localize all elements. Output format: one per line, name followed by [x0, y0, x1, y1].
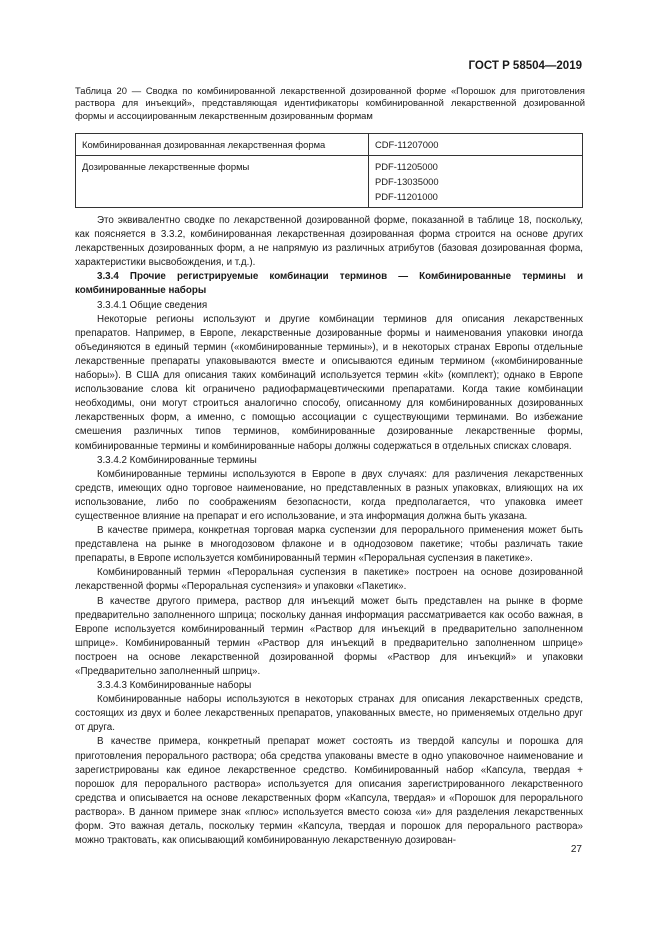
paragraph: Комбинированные термины используются в Европе в двух случаях: для различения лекарственных средств, имеющих одно торговое наименование, но представленных в разных упаковках, влияющих на их использование, либо по соображениям безопасности, когда предполагается, что упаковка имеет существенное влияние на препарат и его использование, и эта информация должна быть указана.	[75, 468, 583, 522]
table-cell-label: Комбинированная дозированная лекарственная форма	[76, 134, 369, 156]
section-heading: 3.3.4 Прочие регистрируемые комбинации терминов — Комбинированные термины и комбинированные наборы	[75, 271, 583, 297]
subsection-heading: 3.3.4.2 Комбинированные термины	[97, 454, 257, 466]
table-row	[76, 156, 583, 208]
paragraph: Это эквивалентно сводке по лекарственной дозированной форме, показанной в таблице 18, поскольку, как поясняется в 3.3.2, комбинированная лекарственная дозированная форма строится на основе других лекарственных дозированных форм, а не напрямую из различных атрибутов (базовая дозированная форма, характеристики высвобождения, и т.д.).	[75, 215, 583, 269]
table-row	[76, 134, 583, 156]
paragraph: В качестве примера, конкретный препарат может состоять из твердой капсулы и порошка для приготовления перорального раствора; оба средства упакованы вместе в одно упаковочное наименование и зарегистрированы как единое лекарственное средство. Комбинированный набор «Капсула, твердая + порошок для перорального раствора» используется для описания зарегистрированного лекарственного средства и описывается на основе лекарственных форм «Капсула, твердая» и «Порошок для перорального раствора». В данном примере знак «плюс» используется вместо союза «и» для разделения лекарственных форм. Это важная деталь, поскольку термин «Капсула, твердая и порошок для перорального раствора» можно трактовать, как описывающий комбинированную лекарственную дозирован-	[75, 736, 583, 847]
body-text	[75, 214, 583, 848]
paragraph: Комбинированный термин «Пероральная суспензия в пакетике» построен на основе дозированной лекарственной формы «Пероральная суспензия» и упаковки «Пакетик».	[75, 567, 583, 593]
table-value-line: PDF-13035000	[375, 176, 439, 187]
table-value-line: PDF-11201000	[375, 191, 438, 202]
table-caption: Таблица 20 — Сводка по комбинированной лекарственной дозированной форме «Порошок для приготовления раствора для инъекций», представляющая идентификаторы комбинированной лекарственной дозированной формы и ассоциированным лекарственным дозированным формам	[75, 85, 585, 121]
summary-table	[75, 133, 583, 208]
subsection-heading: 3.3.4.3 Комбинированные наборы	[97, 680, 252, 692]
table-cell-value	[369, 134, 583, 156]
table-cell-value	[369, 156, 583, 208]
table-cell-label: Дозированные лекарственные формы	[76, 156, 369, 208]
paragraph: В качестве примера, конкретная торговая марка суспензии для перорального применения может быть представлена на рынке в многодозовом флаконе и в однодозовом пакетике; чтобы различать такие препараты, в Европе используется комбинированный термин «Пероральная суспензия в пакетике».	[75, 525, 583, 565]
page-number: 27	[570, 844, 582, 855]
table-value-line: PDF-11205000	[375, 161, 438, 172]
table-value-line: CDF-11207000	[375, 139, 439, 150]
subsection-heading: 3.3.4.1 Общие сведения	[97, 299, 208, 311]
paragraph: Некоторые регионы используют и другие комбинации терминов для описания лекарственных препаратов. Например, в Европе, лекарственные дозированные формы и наименования упаковки иногда объединяются в единый термин («комбинированные термины»), и в некоторых странах Европы отдельные лекарственные препараты упаковываются вместе и описываются единым термином («комбинированные наборы»). В США для описания таких комбинаций используется термин «kit» (комплект); однако в Европе использование слова kit ограничено радиофармацевтическими препаратами. Когда такие комбинации необходимы, они могут строиться аналогично способу, описанному для комбинированных дозированных лекарственных форм, а именно, с помощью ассоциации с существующими терминами. Во избежание смешения различных типов терминов, комбинированные дозированные лекарственные формы, комбинированные термины и комбинированные наборы должны содержаться в отдельных списках словаря.	[75, 313, 583, 452]
standard-identifier: ГОСТ Р 58504—2019	[468, 60, 582, 72]
paragraph: Комбинированные наборы используются в некоторых странах для описания лекарственных средств, состоящих из двух и более лекарственных препаратов, упакованных вместе, но применяемых отдельно друг от друга.	[75, 694, 583, 734]
paragraph: В качестве другого примера, раствор для инъекций может быть представлен на рынке в форме предварительно заполненного шприца; поскольку данная информация рассматривается как особо важная, в Европе используется комбинированный термин «Раствор для инъекций в предварительно заполненном шприце». Комбинированный термин «Раствор для инъекций в предварительно заполненном шприце» построен на основе лекарственной дозированной формы «Раствор для инъекций» и упаковки «Предварительно заполненный шприц».	[75, 595, 583, 677]
